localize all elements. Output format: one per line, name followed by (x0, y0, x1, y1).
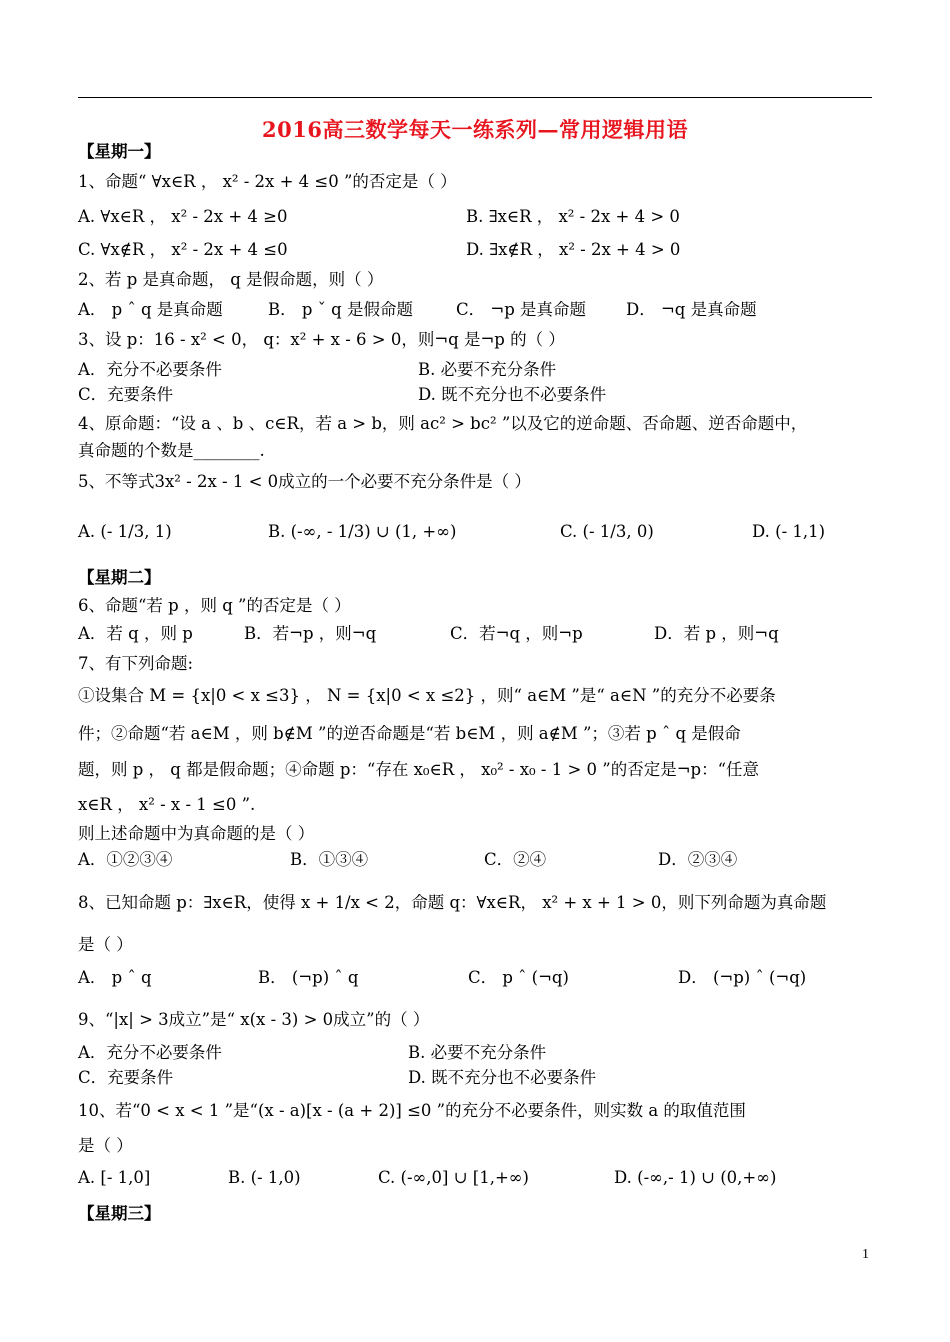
q7-line-2: ①设集合 M = {x|0 < x ≤3} ， N = {x|0 < x ≤2} ，则“ a∈M ”是“ a∈N ”的充分不必要条 (78, 686, 776, 705)
q6-option-c: C．若¬q ，则¬p (450, 624, 583, 643)
q7-line-6: 则上述命题中为真命题的是（ ） (78, 824, 315, 843)
q10-option-b: B. (- 1,0) (228, 1168, 301, 1187)
q1-option-a: A. ∀x∈R ， x² - 2x + 4 ≥0 (78, 207, 288, 226)
q7-option-a: A．①②③④ (78, 850, 173, 869)
q7-line-5: x∈R ， x² - x - 1 ≤0 ”. (78, 795, 256, 814)
q7-option-b: B．①③④ (290, 850, 369, 869)
q8-line-2: 是（ ） (78, 935, 133, 954)
q6-option-a: A．若 q ，则 p (78, 624, 193, 643)
section-monday: 【星期一】 (78, 142, 161, 161)
q3-option-b: B. 必要不充分条件 (418, 360, 557, 379)
q7-line-1: 7、有下列命题: (78, 654, 194, 673)
q8-option-c: C． p ˆ (¬q) (468, 968, 569, 987)
q5-option-a: A. (- 1/3, 1) (78, 522, 172, 541)
q5-option-c: C. (- 1/3, 0) (560, 522, 654, 541)
section-wednesday: 【星期三】 (78, 1204, 161, 1223)
q2-option-a: A． p ˆ q 是真命题 (78, 300, 223, 319)
q10-option-c: C. (-∞,0] ∪ [1,+∞) (378, 1168, 529, 1187)
q3-option-d: D. 既不充分也不必要条件 (418, 385, 607, 404)
q5-option-b: B. (-∞, - 1/3) ∪ (1, +∞) (268, 522, 457, 541)
q10-option-d: D. (-∞,- 1) ∪ (0,+∞) (614, 1168, 777, 1187)
q4-line-1: 4、原命题：“设 a 、b 、c∈R，若 a > b，则 ac² > bc² ”以及它的逆命题、否命题、逆否命题中， (78, 414, 808, 433)
q6-option-d: D．若 p ，则¬q (654, 624, 779, 643)
q9-option-b: B. 必要不充分条件 (408, 1043, 547, 1062)
q4-line-2: 真命题的个数是________. (78, 441, 265, 460)
q6-stem: 6、命题“若 p ，则 q ”的否定是（ ） (78, 596, 351, 615)
header-rule (78, 97, 872, 98)
q1-option-b: B. ∃x∈R ， x² - 2x + 4 > 0 (466, 207, 680, 226)
q5-stem: 5、不等式3x² - 2x - 1 < 0成立的一个必要不充分条件是（ ） (78, 472, 531, 491)
q3-option-a: A．充分不必要条件 (78, 360, 222, 379)
q3-stem: 3、设 p：16 - x² < 0， q：x² + x - 6 > 0，则¬q 是¬p 的（ ） (78, 330, 565, 349)
q9-option-c: C．充要条件 (78, 1068, 174, 1087)
q1-stem: 1、命题“ ∀x∈R ， x² - 2x + 4 ≤0 ”的否定是（ ） (78, 172, 457, 191)
q9-option-a: A．充分不必要条件 (78, 1043, 222, 1062)
q8-option-d: D． (¬p) ˆ (¬q) (678, 968, 807, 987)
q8-option-b: B． (¬p) ˆ q (258, 968, 359, 987)
q10-line-2: 是（ ） (78, 1136, 133, 1155)
q3-option-c: C．充要条件 (78, 385, 174, 404)
q1-option-c: C. ∀x∉R ， x² - 2x + 4 ≤0 (78, 240, 288, 259)
page-number: 1 (862, 1247, 869, 1262)
q2-option-d: D． ¬q 是真命题 (626, 300, 757, 319)
q7-line-4: 题，则 p ， q 都是假命题；④命题 p：“存在 x₀∈R ， x₀² - x₀ - 1 > 0 ”的否定是¬p：“任意 (78, 760, 760, 779)
q2-option-c: C． ¬p 是真命题 (456, 300, 587, 319)
page-title: 2016高三数学每天一练系列—常用逻辑用语 (262, 117, 688, 142)
q10-option-a: A. [- 1,0] (78, 1168, 151, 1187)
section-tuesday: 【星期二】 (78, 568, 161, 587)
q7-option-d: D．②③④ (658, 850, 738, 869)
q8-line-1: 8、已知命题 p：∃x∈R，使得 x + 1/x < 2，命题 q：∀x∈R， x² + x + 1 > 0，则下列命题为真命题 (78, 893, 827, 912)
q7-line-3: 件；②命题“若 a∈M ，则 b∉M ”的逆否命题是“若 b∈M ，则 a∉M ”；③若 p ˆ q 是假命 (78, 724, 741, 743)
q6-option-b: B．若¬p ，则¬q (244, 624, 377, 643)
q10-line-1: 10、若“0 < x < 1 ”是“(x - a)[x - (a + 2)] ≤0 ”的充分不必要条件，则实数 a 的取值范围 (78, 1101, 746, 1120)
q9-option-d: D. 既不充分也不必要条件 (408, 1068, 597, 1087)
q5-option-d: D. (- 1,1) (752, 522, 826, 541)
q2-stem: 2、若 p 是真命题， q 是假命题，则（ ） (78, 270, 384, 289)
q8-option-a: A． p ˆ q (78, 968, 152, 987)
q9-stem: 9、“|x| > 3成立”是“ x(x - 3) > 0成立”的（ ） (78, 1010, 430, 1029)
q1-option-d: D. ∃x∉R ， x² - 2x + 4 > 0 (466, 240, 681, 259)
q7-option-c: C．②④ (484, 850, 547, 869)
q2-option-b: B． p ˇ q 是假命题 (268, 300, 413, 319)
